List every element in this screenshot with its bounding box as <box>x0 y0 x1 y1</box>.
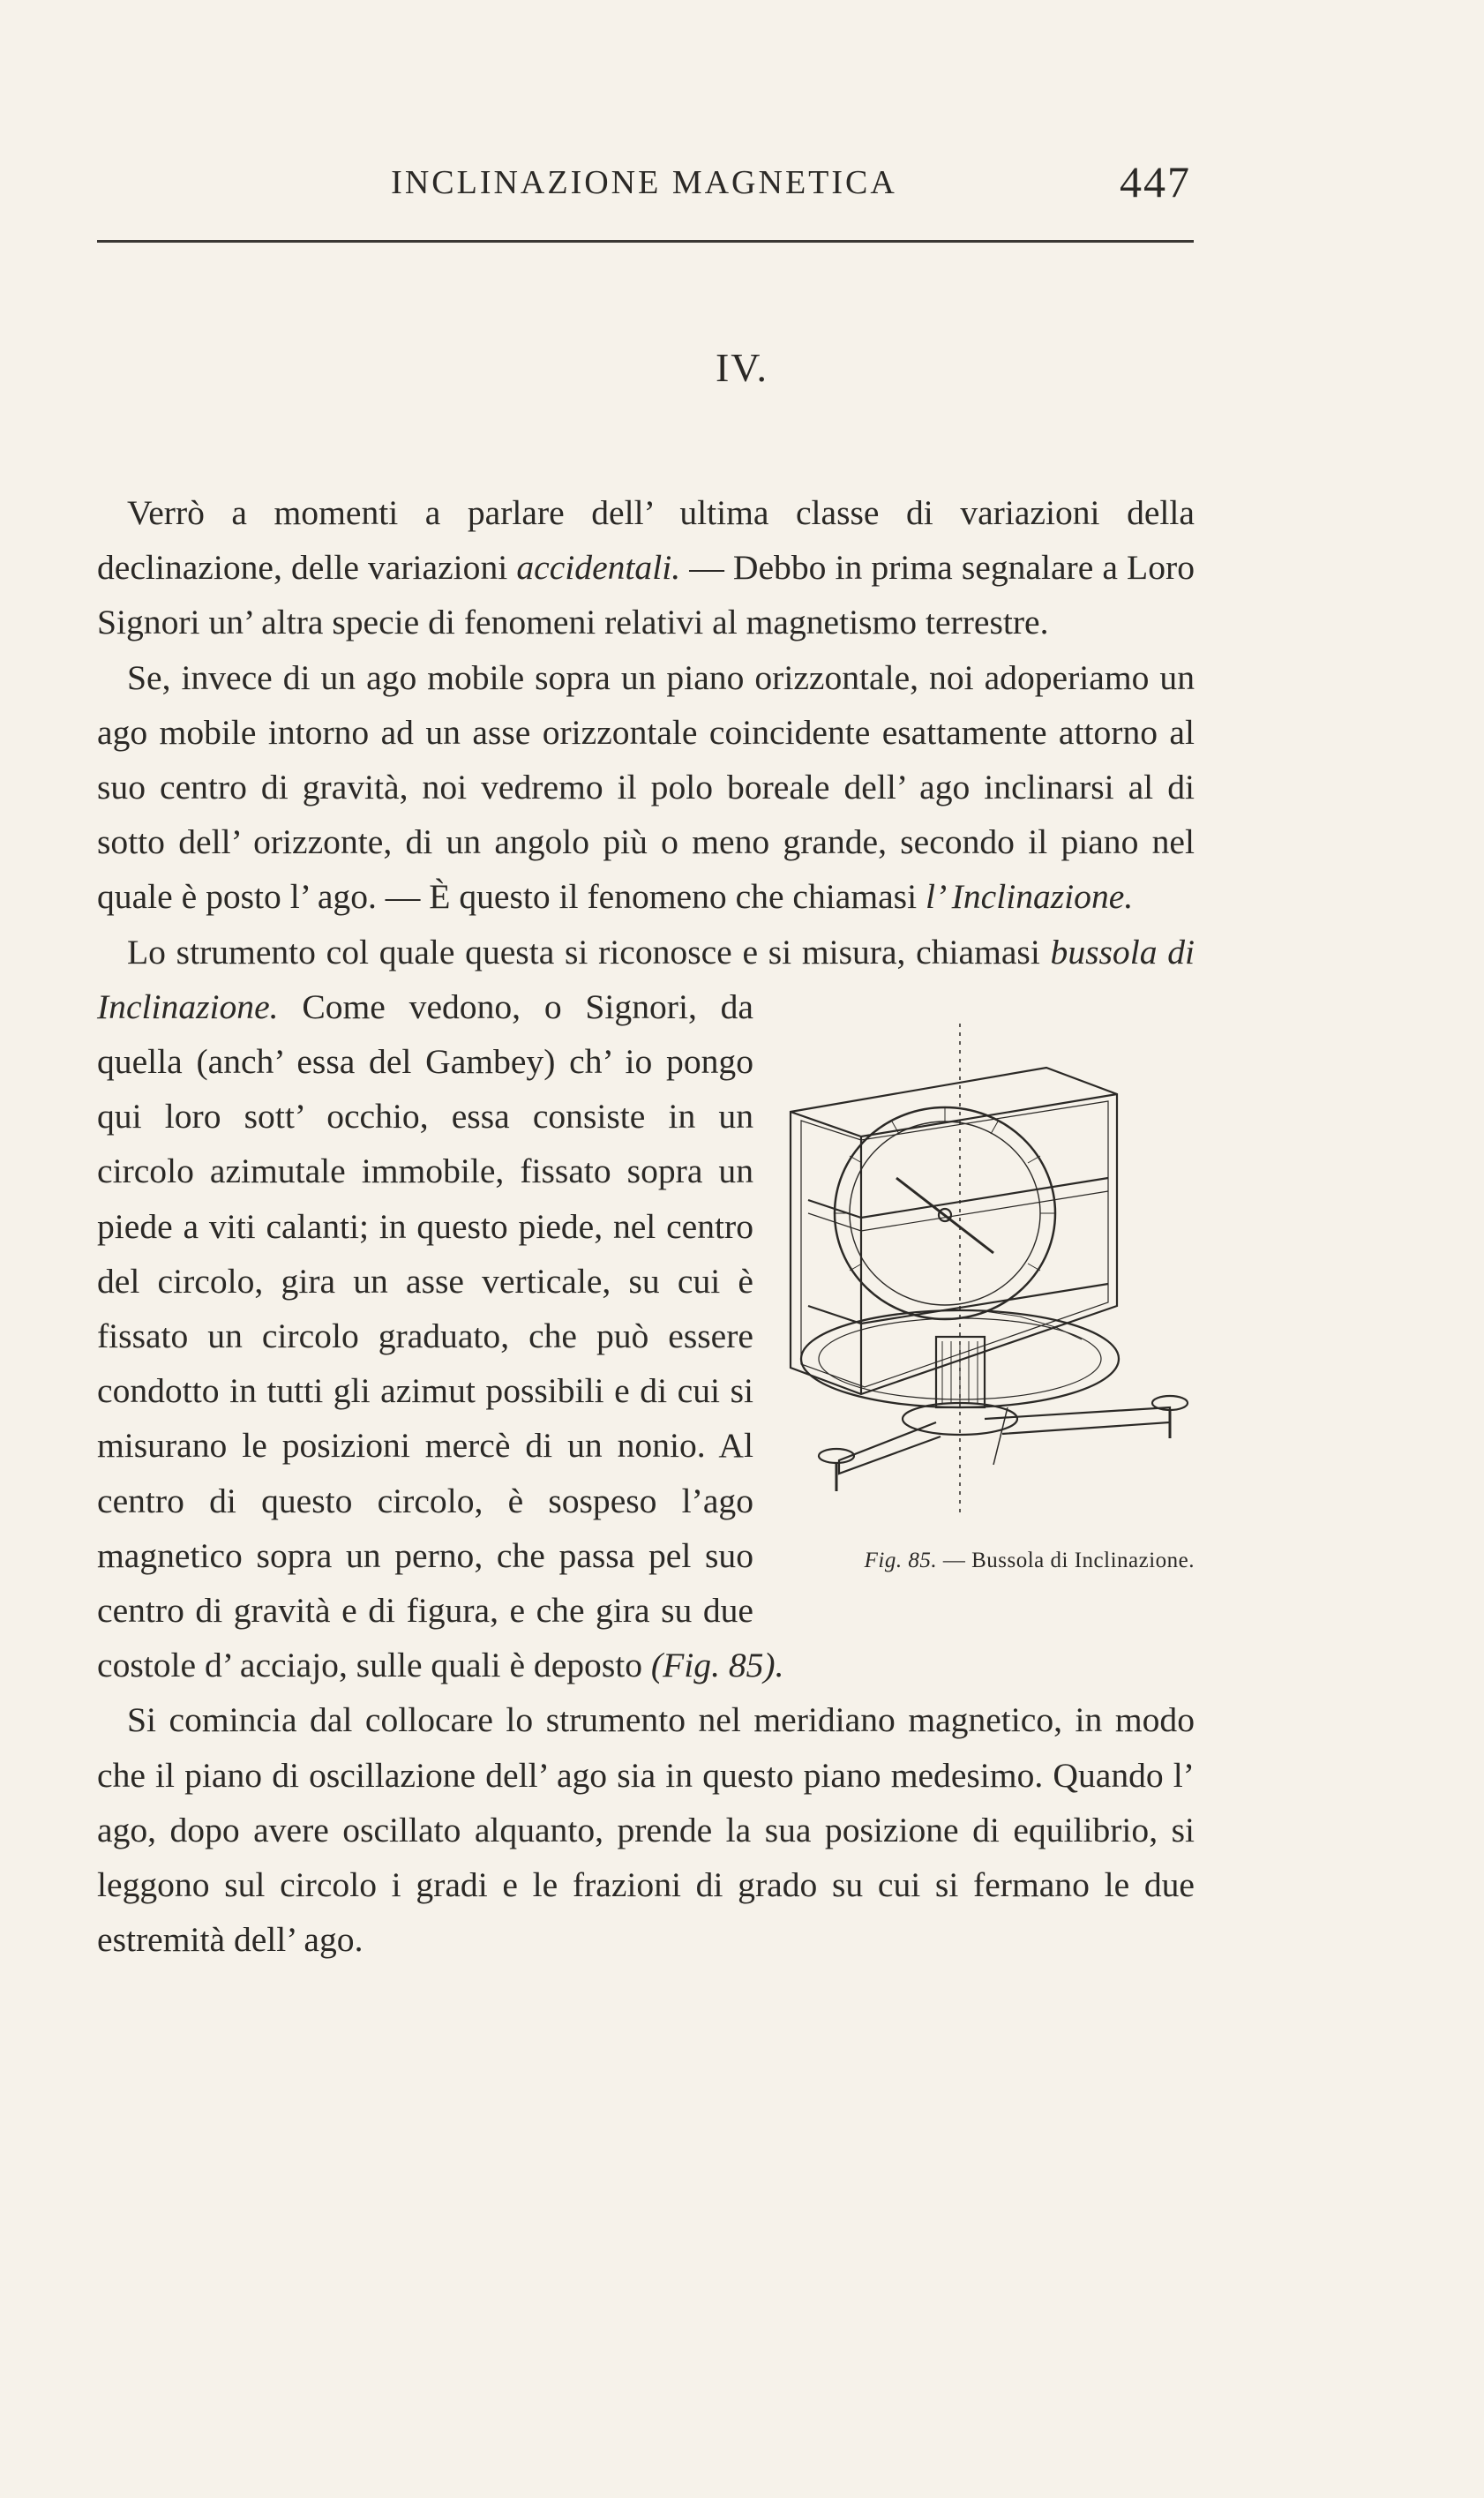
figure-caption <box>753 1534 1195 1588</box>
paragraph-3: Lo strumento col quale questa si riconosce e si misura, chiamasi bussola di Inclinazione. Fig. 85. — Bussola di Inclinazione. Come vedono, o Signori, da quella (anch’ essa del Gambey) ch’ io pongo qui loro sott’ occhio, essa consiste in un circolo azimutale immobile, fissato sopra un piede a viti calanti; in questo piede, nel centro del circolo, gira un asse verticale, su cui è fissato un circolo graduato, che può essere condotto in tutti gli azimut possibili e di cui si misurano le posizioni mercè di un nonio. Al centro di questo circolo, è sospeso l’ago magnetico sopra un perno, che passa pel suo centro di gravità e di figura, e che gira su due costole d’ acciajo, sulle quali è deposto (Fig. 85). <box>97 932 1195 1685</box>
header-rule <box>97 240 1194 243</box>
body-text <box>97 485 1195 1967</box>
paragraph-4: Si comincia dal collocare lo strumento nel meridiano magnetico, in modo che il piano di oscillazione dell’ ago sia in questo piano medesimo. Quando l’ ago, dopo avere oscillato alquanto, prende la sua posizione di equilibrio, si leggono sul circolo i gradi e le frazioni di grado su cui si fermano le due estremità dell’ ago. <box>97 1700 1195 1960</box>
figure-caption-text: — Bussola di Inclinazione. <box>937 1548 1195 1572</box>
paragraph-2: Se, invece di un ago mobile sopra un piano orizzontale, noi adoperiamo un ago mobile intorno ad un asse orizzontale coincidente esattamente attorno al suo centro di gravità, noi vedremo il polo boreale dell’ ago inclinarsi al di sotto dell’ orizzonte, di un angolo più o meno grande, secondo il piano nel quale è posto l’ ago. — È questo il fenomeno che chiamasi l’ Inclinazione. <box>97 657 1195 917</box>
paragraph-1: Verrò a momenti a parlare dell’ ultima classe di variazioni della declinazione, delle variazioni accidentali. — Debbo in prima segnalare a Loro Signori un’ altra specie di fenomeni relativi al magnetismo terrestre. <box>97 493 1195 642</box>
running-head <box>97 157 1191 216</box>
figure-label: Fig. 85. <box>864 1548 938 1572</box>
page-number: 447 <box>1120 157 1191 206</box>
inclination-compass-illustration <box>755 988 1193 1518</box>
figure-85 <box>753 979 1195 1621</box>
running-title: INCLINAZIONE MAGNETICA <box>391 164 897 201</box>
section-number: IV. <box>715 345 769 390</box>
